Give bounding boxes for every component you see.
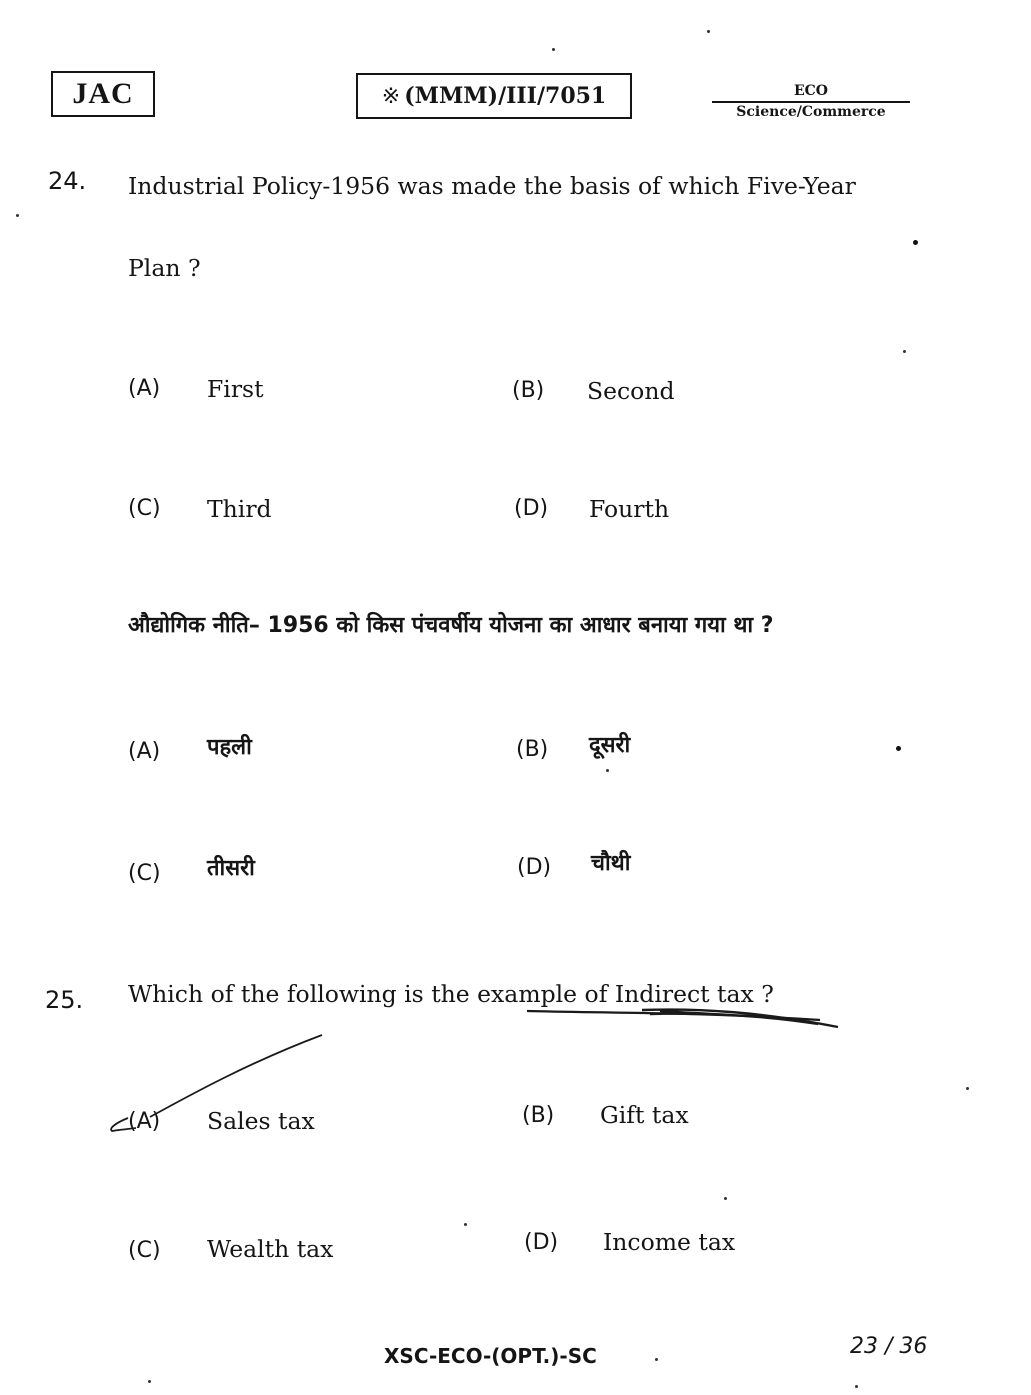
- scan-speck: [966, 1087, 969, 1090]
- q25-option-a-label: (A): [128, 1109, 161, 1134]
- q24-hindi-option-d-text: चौथी: [591, 851, 631, 876]
- q24-option-b-label: (B): [512, 378, 545, 403]
- scan-speck: [552, 48, 555, 51]
- paper-code: (MMM)/III/7051: [404, 83, 607, 109]
- question-24-text-line1: Industrial Policy-1956 was made the basis of which Five-Year: [128, 172, 856, 200]
- q24-hindi-option-c-text: तीसरी: [207, 856, 255, 881]
- q25-option-b-label: (B): [522, 1103, 555, 1128]
- scan-speck: [464, 1223, 467, 1226]
- q24-hindi-option-b-text: दूसरी: [589, 733, 631, 758]
- scan-speck: [903, 350, 906, 353]
- page-number: 23 / 36: [850, 1334, 928, 1359]
- q24-option-d-label: (D): [514, 496, 549, 521]
- question-24-text-line2: Plan ?: [128, 254, 201, 282]
- q24-hindi-option-a-label: (A): [128, 739, 161, 764]
- scan-speck: [855, 1385, 858, 1388]
- scan-speck: [913, 240, 918, 245]
- q24-option-a-label: (A): [128, 376, 161, 401]
- q24-hindi-option-b-label: (B): [516, 737, 549, 762]
- scan-speck: [896, 746, 901, 751]
- q24-option-b-text: Second: [587, 377, 675, 405]
- q24-hindi-option-c-label: (C): [128, 861, 161, 886]
- q24-option-d-text: Fourth: [589, 495, 670, 523]
- scan-speck: [707, 30, 710, 33]
- question-25-text: Which of the following is the example of Indirect tax ?: [128, 980, 774, 1008]
- footer-paper-code: XSC-ECO-(OPT.)-SC: [384, 1344, 597, 1368]
- pen-arrow-stroke: [111, 1118, 136, 1131]
- q25-option-c-text: Wealth tax: [207, 1235, 334, 1263]
- q24-hindi-option-d-label: (D): [517, 855, 552, 880]
- q24-option-a-text: First: [207, 375, 264, 403]
- question-24-hindi-text: औद्योगिक नीति– 1956 को किस पंचवर्षीय योजना का आधार बनाया गया था ?: [128, 613, 774, 638]
- q25-option-d-text: Income tax: [603, 1228, 736, 1256]
- stream-name: Science/Commerce: [736, 104, 886, 120]
- scan-speck: [148, 1380, 151, 1383]
- scan-speck: [724, 1197, 727, 1200]
- q25-option-c-label: (C): [128, 1238, 161, 1263]
- q25-option-d-label: (D): [524, 1230, 559, 1255]
- reference-mark-icon: ※: [381, 84, 401, 109]
- pen-tick-stroke: [150, 1035, 322, 1117]
- scan-speck: [606, 769, 609, 772]
- scan-speck: [655, 1358, 658, 1361]
- q25-option-a-text: Sales tax: [207, 1107, 315, 1135]
- subject-name: ECO: [712, 83, 910, 103]
- scan-speck: [16, 214, 19, 217]
- q25-option-b-text: Gift tax: [600, 1101, 689, 1129]
- question-24-number: 24.: [48, 167, 87, 195]
- board-label: JAC: [72, 77, 134, 110]
- q24-option-c-label: (C): [128, 496, 161, 521]
- question-25-number: 25.: [45, 986, 84, 1014]
- q24-hindi-option-a-text: पहली: [207, 735, 252, 760]
- q24-option-c-text: Third: [207, 495, 272, 523]
